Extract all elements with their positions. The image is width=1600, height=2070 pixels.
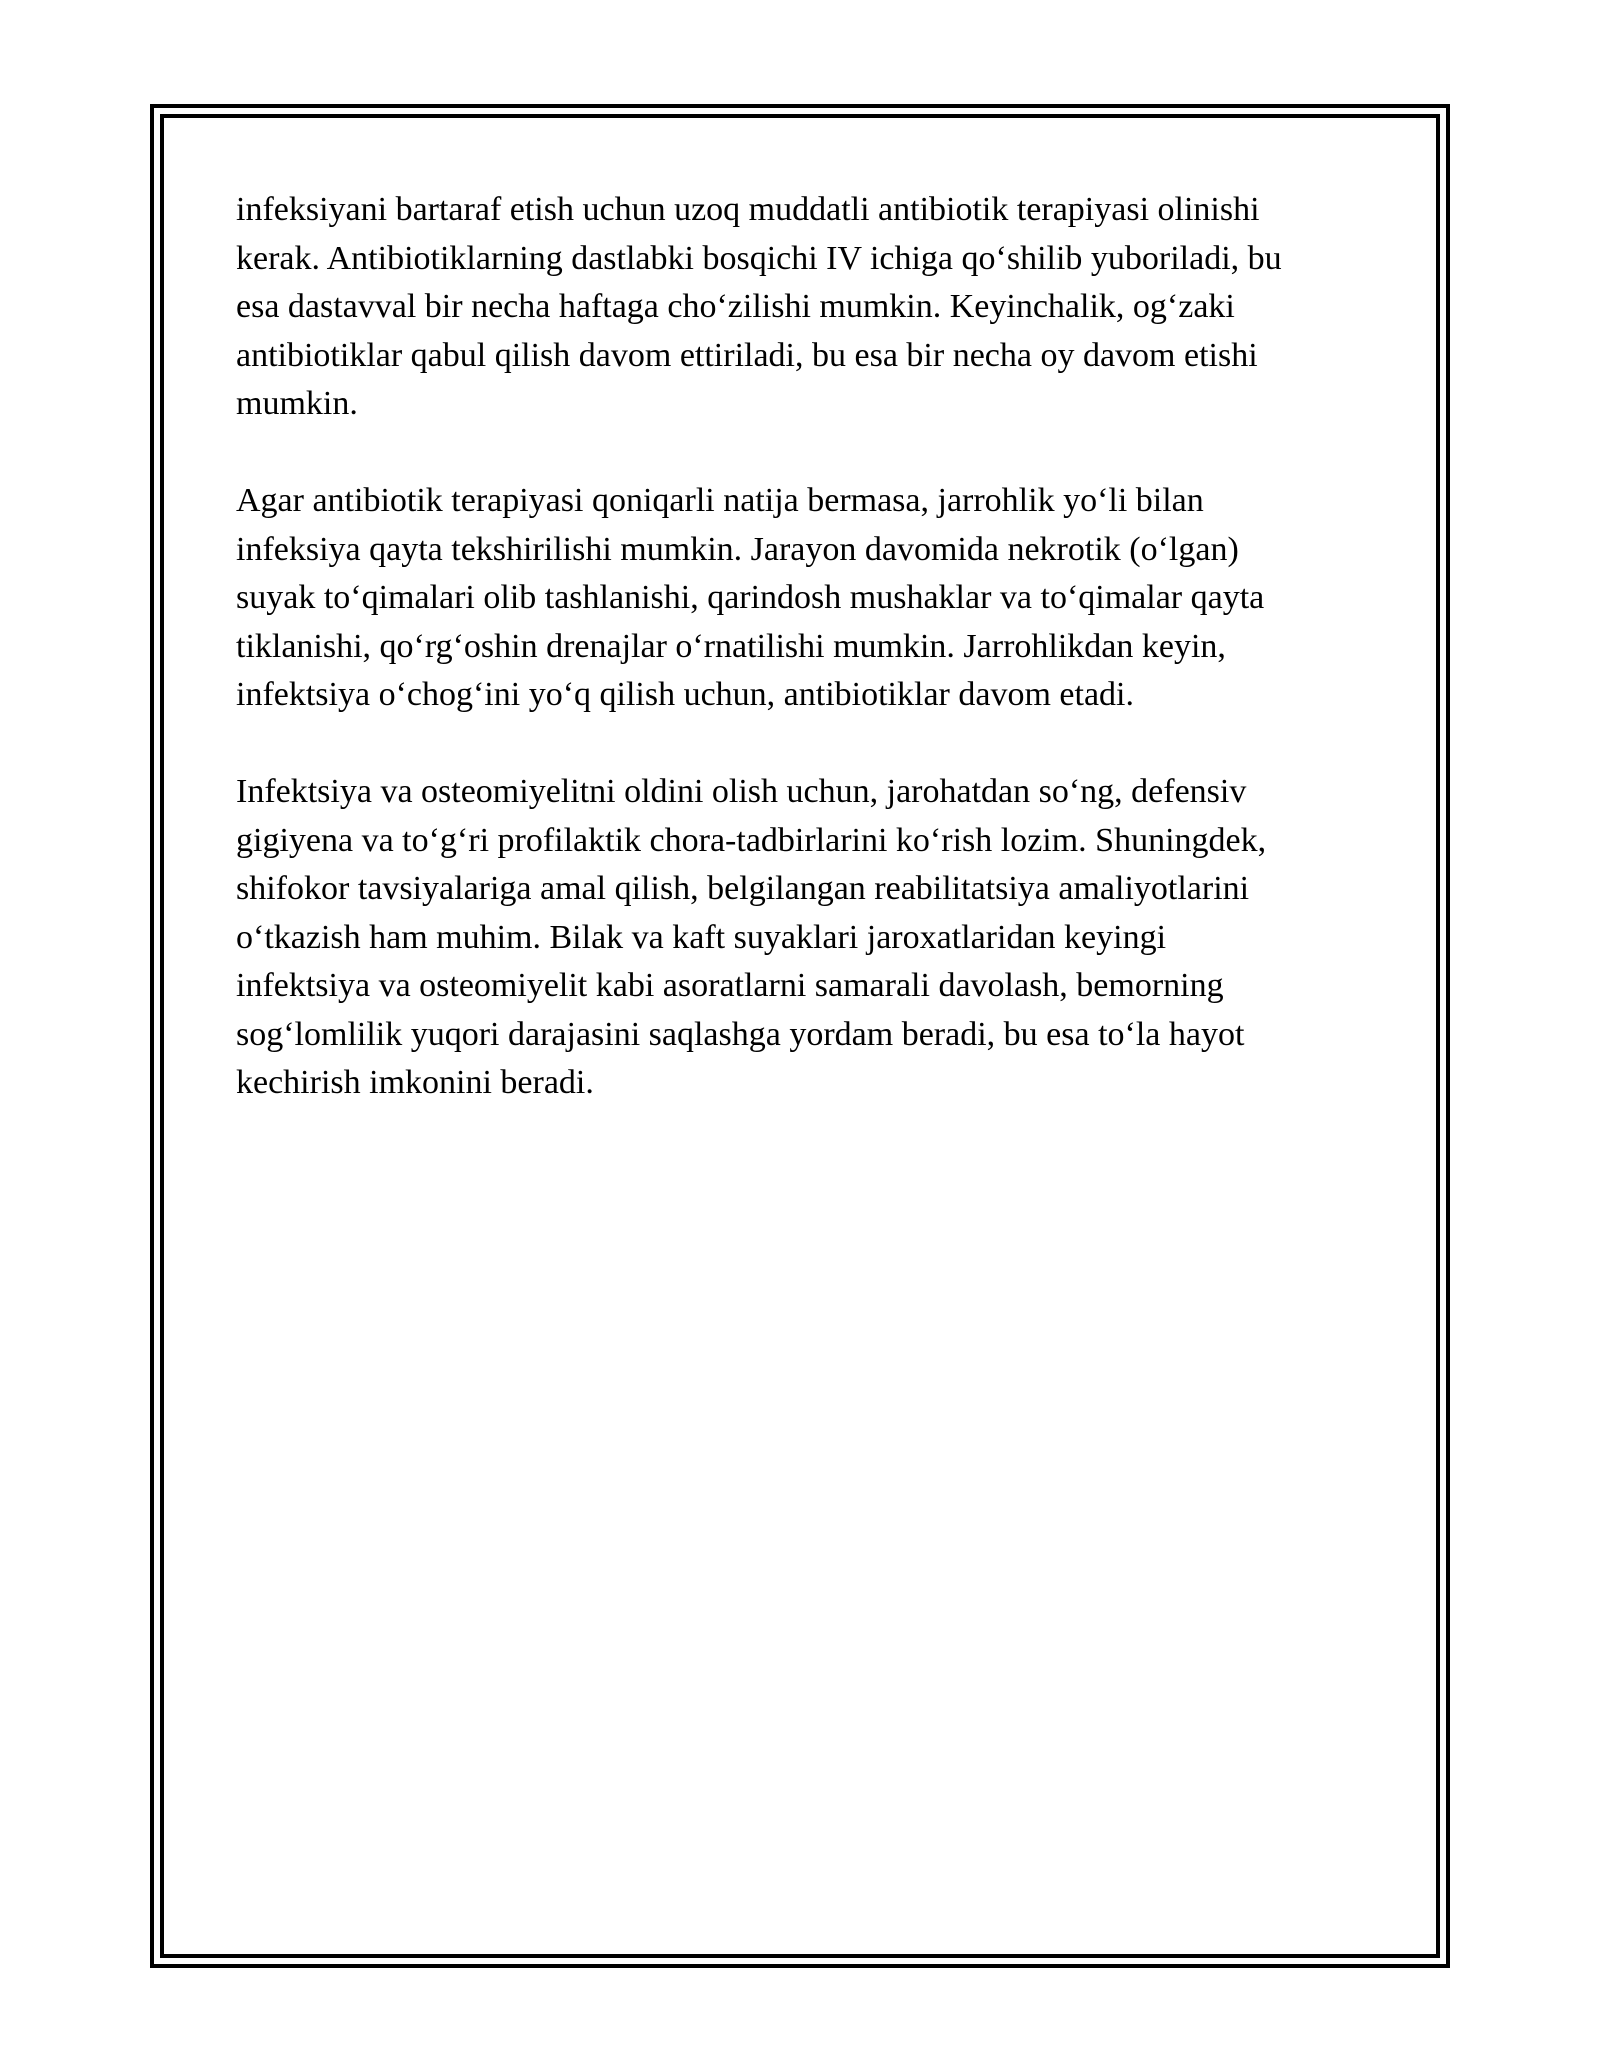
text-line: gigiyena va to‘g‘ri profilaktik chora-tadbirlarini ko‘rish lozim. Shuningdek, (236, 821, 1267, 859)
paragraph-1 (236, 186, 1376, 429)
text-line: infeksiya qayta tekshirilishi mumkin. Jarayon davomida nekrotik (o‘lgan) (236, 530, 1239, 568)
text-line: antibiotiklar qabul qilish davom ettiriladi, bu esa bir necha oy davom etishi (236, 336, 1258, 374)
text-line: o‘tkazish ham muhim. Bilak va kaft suyaklari jaroxatlaridan keyingi (236, 918, 1167, 956)
document-body (236, 186, 1376, 1156)
text-line: mumkin. (236, 385, 358, 422)
text-line: Agar antibiotik terapiyasi qoniqarli natija bermasa, jarrohlik yo‘li bilan (236, 482, 1204, 519)
text-line: tiklanishi, qo‘rg‘oshin drenajlar o‘rnatilishi mumkin. Jarrohlikdan keyin, (236, 627, 1226, 665)
text-line: kechirish imkonini beradi. (236, 1064, 594, 1101)
paragraph-3 (236, 768, 1376, 1108)
text-line: Infektsiya va osteomiyelitni oldini olish uchun, jarohatdan so‘ng, defensiv (236, 773, 1247, 810)
text-line: suyak to‘qimalari olib tashlanishi, qarindosh mushaklar va to‘qimalar qayta (236, 579, 1265, 616)
text-line: esa dastavval bir necha haftaga cho‘zilishi mumkin. Keyinchalik, og‘zaki (236, 288, 1235, 325)
text-line: infeksiyani bartaraf etish uchun uzoq muddatli antibiotik terapiyasi olinishi (236, 191, 1260, 228)
text-line: kerak. Antibiotiklarning dastlabki bosqichi IV ichiga qo‘shilib yuboriladi, bu (236, 239, 1282, 277)
paragraph-2 (236, 477, 1376, 720)
text-line: infektsiya o‘chog‘ini yo‘q qilish uchun, antibiotiklar davom etadi. (236, 676, 1134, 713)
text-line: infektsiya va osteomiyelit kabi asoratlarni samarali davolash, bemorning (236, 967, 1224, 1004)
text-line: shifokor tavsiyalariga amal qilish, belgilangan reabilitatsiya amaliyotlarini (236, 870, 1250, 907)
text-line: sog‘lomlilik yuqori darajasini saqlashga yordam beradi, bu esa to‘la hayot (236, 1015, 1245, 1053)
